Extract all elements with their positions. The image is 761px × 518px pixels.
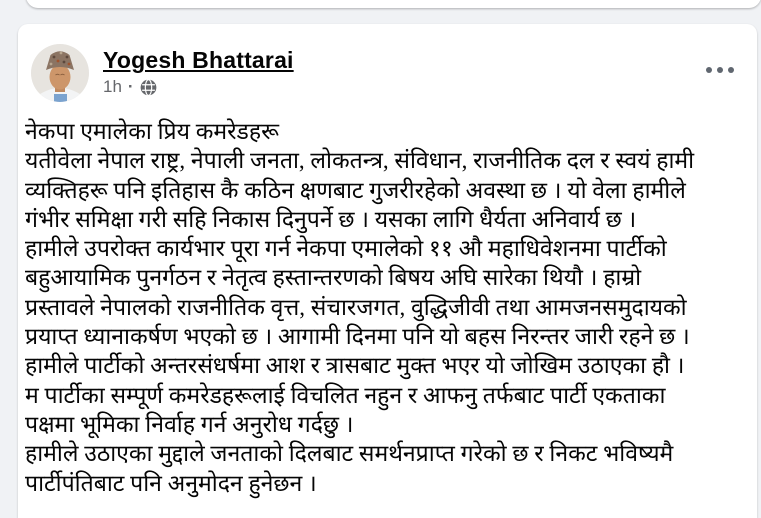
more-options-icon xyxy=(706,67,712,73)
post-text-line: व्यक्तिहरू पनि इतिहास कै कठिन क्षणबाट गुजरीरहेको अवस्था छ । यो वेला हामीले xyxy=(25,177,686,203)
post-text xyxy=(25,117,753,498)
author-avatar[interactable] xyxy=(31,44,89,102)
post-text-line: गंभीर समिक्षा गरी सहि निकास दिनुपर्ने छ । यसका लागि धैर्यता अनिवार्य छ । xyxy=(25,206,637,232)
post-text-line: प्रस्तावले नेपालको राजनीतिक वृत्त, संचारजगत, वुद्धिजीवी तथा आमजनसमुदायको xyxy=(25,294,687,320)
author-name-link[interactable]: Yogesh Bhattarai xyxy=(103,47,294,73)
post-text-line: म पार्टीका सम्पूर्ण कमरेडहरूलाई विचलित नहुन र आफनु तर्फबाट पार्टी एकताका xyxy=(25,382,666,408)
post-text-line: बहुआयामिक पुनर्गठन र नेतृत्व हस्तान्तरणको बिषय अघि सारेका थियौ । हाम्रो xyxy=(25,265,642,291)
post-meta xyxy=(103,77,157,97)
post-text-line: हामीले उपरोक्त कार्यभार पूरा गर्न नेकपा एमालेको ११ औ महाधिवेशनमा पार्टीको xyxy=(25,236,667,262)
post-text-line: पक्षमा भूमिका निर्वाह गर्न अनुरोध गर्दछु । xyxy=(25,411,354,437)
post-text-line: यतीवेला नेपाल राष्ट्र, नेपाली जनता, लोकतन्त्र, संविधान, राजनीतिक दल र स्वयं हामी xyxy=(25,148,695,174)
post-text-line: हामीले उठाएका मुद्दाले जनताको दिलबाट समर्थनप्राप्त गरेको छ र निकट भविष्यमै xyxy=(25,441,674,467)
meta-separator: · xyxy=(127,77,134,96)
timestamp-link[interactable]: 1h xyxy=(103,77,122,96)
facebook-post-card xyxy=(18,24,757,518)
post-text-line: प्रयाप्त ध्यानाकर्षण भएको छ । आगामी दिनमा पनि यो बहस निरन्तर जारी रहने छ । xyxy=(25,324,690,350)
globe-public-icon xyxy=(140,79,157,96)
avatar-image xyxy=(31,44,89,102)
previous-card-bottom-edge xyxy=(26,0,761,8)
post-text-line: नेकपा एमालेका प्रिय कमरेडहरू xyxy=(25,119,279,144)
post-text-line: पार्टीपंतिबाट पनि अनुमोदन हुनेछन । xyxy=(25,470,317,496)
post-text-line: हामीले पार्टीको अन्तरसंधर्षमा आश र त्रासबाट मुक्त भएर यो जोखिम उठाएका हौ । xyxy=(25,353,685,379)
post-options-button[interactable] xyxy=(694,55,746,85)
